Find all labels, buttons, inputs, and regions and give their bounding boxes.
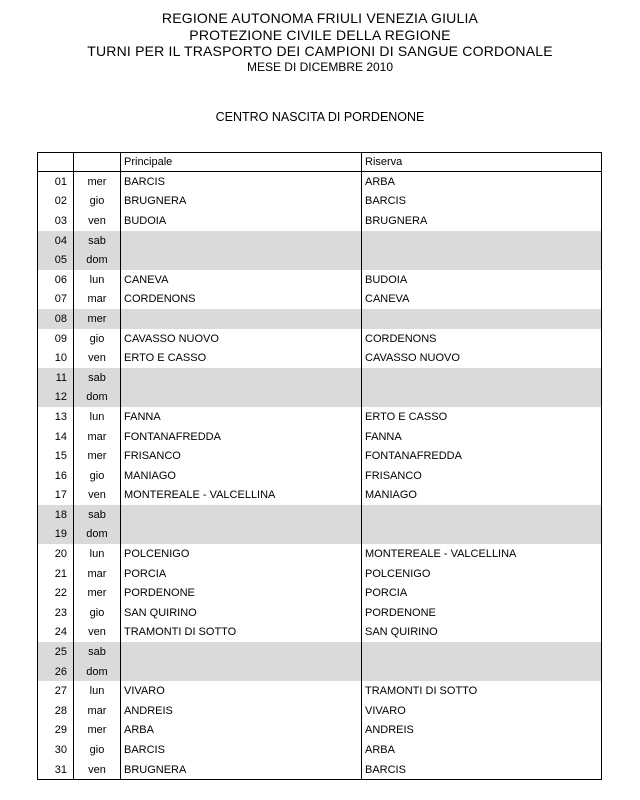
weekday-cell: sab (74, 505, 121, 525)
riserva-cell (362, 309, 602, 329)
table-row (38, 329, 602, 349)
riserva-cell (362, 231, 602, 251)
day-number-cell: 17 (38, 486, 74, 506)
day-number-cell: 18 (38, 505, 74, 525)
column-header-day (74, 153, 121, 172)
column-header-number (38, 153, 74, 172)
riserva-cell (362, 642, 602, 662)
center-name: CENTRO NASCITA DI PORDENONE (215, 110, 425, 124)
principale-cell: BARCIS (121, 740, 362, 760)
table-row (38, 740, 602, 760)
day-number-cell: 27 (38, 681, 74, 701)
principale-cell: ERTO E CASSO (121, 348, 362, 368)
table-row (38, 701, 602, 721)
table-row (38, 231, 602, 251)
column-header-principale: Principale (121, 153, 362, 172)
weekday-cell: mar (74, 427, 121, 447)
riserva-cell: POLCENIGO (362, 564, 602, 584)
table-row (38, 544, 602, 564)
day-number-cell: 04 (38, 231, 74, 251)
weekday-cell: sab (74, 368, 121, 388)
day-number-cell: 05 (38, 250, 74, 270)
principale-cell: CAVASSO NUOVO (121, 329, 362, 349)
riserva-cell: CORDENONS (362, 329, 602, 349)
weekday-cell: ven (74, 348, 121, 368)
principale-cell: FRISANCO (121, 446, 362, 466)
riserva-cell: PORCIA (362, 583, 602, 603)
table-row (38, 407, 602, 427)
weekday-cell: ven (74, 211, 121, 231)
principale-cell: FANNA (121, 407, 362, 427)
table-row (38, 642, 602, 662)
table-row (38, 603, 602, 623)
table-row (38, 486, 602, 506)
weekday-cell: mer (74, 309, 121, 329)
day-number-cell: 09 (38, 329, 74, 349)
table-row (38, 623, 602, 643)
principale-cell: SAN QUIRINO (121, 603, 362, 623)
weekday-cell: dom (74, 525, 121, 545)
riserva-cell: MONTEREALE - VALCELLINA (362, 544, 602, 564)
principale-cell: PORDENONE (121, 583, 362, 603)
weekday-cell: lun (74, 681, 121, 701)
day-number-cell: 20 (38, 544, 74, 564)
table-row (38, 290, 602, 310)
department-title: PROTEZIONE CIVILE DELLA REGIONE (189, 26, 451, 43)
weekday-cell: gio (74, 740, 121, 760)
day-number-cell: 06 (38, 270, 74, 290)
riserva-cell: FONTANAFREDDA (362, 446, 602, 466)
weekday-cell: dom (74, 388, 121, 408)
day-number-cell: 14 (38, 427, 74, 447)
table-row (38, 466, 602, 486)
riserva-cell: SAN QUIRINO (362, 623, 602, 643)
riserva-cell: FRISANCO (362, 466, 602, 486)
day-number-cell: 13 (38, 407, 74, 427)
principale-cell (121, 231, 362, 251)
principale-cell (121, 388, 362, 408)
weekday-cell: mer (74, 172, 121, 192)
table-row (38, 525, 602, 545)
day-number-cell: 29 (38, 721, 74, 741)
principale-cell: CORDENONS (121, 290, 362, 310)
day-number-cell: 24 (38, 623, 74, 643)
table-row (38, 721, 602, 741)
riserva-cell: BARCIS (362, 192, 602, 212)
weekday-cell: gio (74, 329, 121, 349)
principale-cell (121, 662, 362, 682)
riserva-cell: PORDENONE (362, 603, 602, 623)
riserva-cell (362, 250, 602, 270)
table-row (38, 192, 602, 212)
day-number-cell: 16 (38, 466, 74, 486)
riserva-cell: BRUGNERA (362, 211, 602, 231)
table-row (38, 446, 602, 466)
weekday-cell: ven (74, 623, 121, 643)
table-row (38, 760, 602, 780)
riserva-cell (362, 368, 602, 388)
weekday-cell: ven (74, 486, 121, 506)
region-title: REGIONE AUTONOMA FRIULI VENEZIA GIULIA (161, 10, 479, 26)
weekday-cell: gio (74, 466, 121, 486)
principale-cell: FONTANAFREDDA (121, 427, 362, 447)
riserva-cell (362, 662, 602, 682)
table-row (38, 583, 602, 603)
table-row (38, 211, 602, 231)
day-number-cell: 25 (38, 642, 74, 662)
weekday-cell: dom (74, 250, 121, 270)
day-number-cell: 31 (38, 760, 74, 780)
riserva-cell: ARBA (362, 172, 602, 192)
table-row (38, 250, 602, 270)
weekday-cell: lun (74, 544, 121, 564)
riserva-cell (362, 388, 602, 408)
table-row (38, 388, 602, 408)
riserva-cell: ARBA (362, 740, 602, 760)
weekday-cell: sab (74, 231, 121, 251)
table-row (38, 270, 602, 290)
riserva-cell: BUDOIA (362, 270, 602, 290)
shift-table (37, 152, 602, 780)
riserva-cell (362, 525, 602, 545)
riserva-cell (362, 505, 602, 525)
principale-cell: BRUGNERA (121, 760, 362, 780)
weekday-cell: lun (74, 407, 121, 427)
weekday-cell: sab (74, 642, 121, 662)
principale-cell: BRUGNERA (121, 192, 362, 212)
weekday-cell: ven (74, 760, 121, 780)
principale-cell: BARCIS (121, 172, 362, 192)
principale-cell (121, 250, 362, 270)
day-number-cell: 28 (38, 701, 74, 721)
table-row (38, 368, 602, 388)
principale-cell (121, 368, 362, 388)
day-number-cell: 01 (38, 172, 74, 192)
weekday-cell: gio (74, 603, 121, 623)
principale-cell (121, 505, 362, 525)
day-number-cell: 22 (38, 583, 74, 603)
principale-cell (121, 642, 362, 662)
riserva-cell: FANNA (362, 427, 602, 447)
riserva-cell: VIVARO (362, 701, 602, 721)
weekday-cell: mer (74, 446, 121, 466)
column-header-riserva: Riserva (362, 153, 602, 172)
weekday-cell: lun (74, 270, 121, 290)
principale-cell: BUDOIA (121, 211, 362, 231)
day-number-cell: 11 (38, 368, 74, 388)
table-header-row (38, 153, 602, 172)
weekday-cell: mar (74, 701, 121, 721)
table-row (38, 505, 602, 525)
principale-cell: MONTEREALE - VALCELLINA (121, 486, 362, 506)
table-row (38, 662, 602, 682)
table-row (38, 564, 602, 584)
document-header (0, 10, 640, 74)
riserva-cell: TRAMONTI DI SOTTO (362, 681, 602, 701)
day-number-cell: 19 (38, 525, 74, 545)
day-number-cell: 07 (38, 290, 74, 310)
table-row (38, 172, 602, 192)
table-row (38, 309, 602, 329)
riserva-cell: CANEVA (362, 290, 602, 310)
day-number-cell: 12 (38, 388, 74, 408)
day-number-cell: 15 (38, 446, 74, 466)
principale-cell: MANIAGO (121, 466, 362, 486)
principale-cell: PORCIA (121, 564, 362, 584)
table-row (38, 427, 602, 447)
principale-cell (121, 525, 362, 545)
day-number-cell: 26 (38, 662, 74, 682)
principale-cell (121, 309, 362, 329)
day-number-cell: 30 (38, 740, 74, 760)
day-number-cell: 10 (38, 348, 74, 368)
weekday-cell: gio (74, 192, 121, 212)
weekday-cell: dom (74, 662, 121, 682)
principale-cell: ARBA (121, 721, 362, 741)
day-number-cell: 02 (38, 192, 74, 212)
principale-cell: CANEVA (121, 270, 362, 290)
principale-cell: VIVARO (121, 681, 362, 701)
day-number-cell: 21 (38, 564, 74, 584)
day-number-cell: 08 (38, 309, 74, 329)
table-row (38, 681, 602, 701)
weekday-cell: mar (74, 290, 121, 310)
day-number-cell: 23 (38, 603, 74, 623)
principale-cell: POLCENIGO (121, 544, 362, 564)
day-number-cell: 03 (38, 211, 74, 231)
riserva-cell: ERTO E CASSO (362, 407, 602, 427)
schedule-title: TURNI PER IL TRASPORTO DEI CAMPIONI DI SANGUE CORDONALE (87, 43, 553, 59)
riserva-cell: CAVASSO NUOVO (362, 348, 602, 368)
riserva-cell: ANDREIS (362, 721, 602, 741)
riserva-cell: MANIAGO (362, 486, 602, 506)
riserva-cell: BARCIS (362, 760, 602, 780)
weekday-cell: mer (74, 583, 121, 603)
weekday-cell: mar (74, 564, 121, 584)
month-title: MESE DI DICEMBRE 2010 (246, 59, 394, 74)
table-row (38, 348, 602, 368)
weekday-cell: mer (74, 721, 121, 741)
principale-cell: ANDREIS (121, 701, 362, 721)
principale-cell: TRAMONTI DI SOTTO (121, 623, 362, 643)
